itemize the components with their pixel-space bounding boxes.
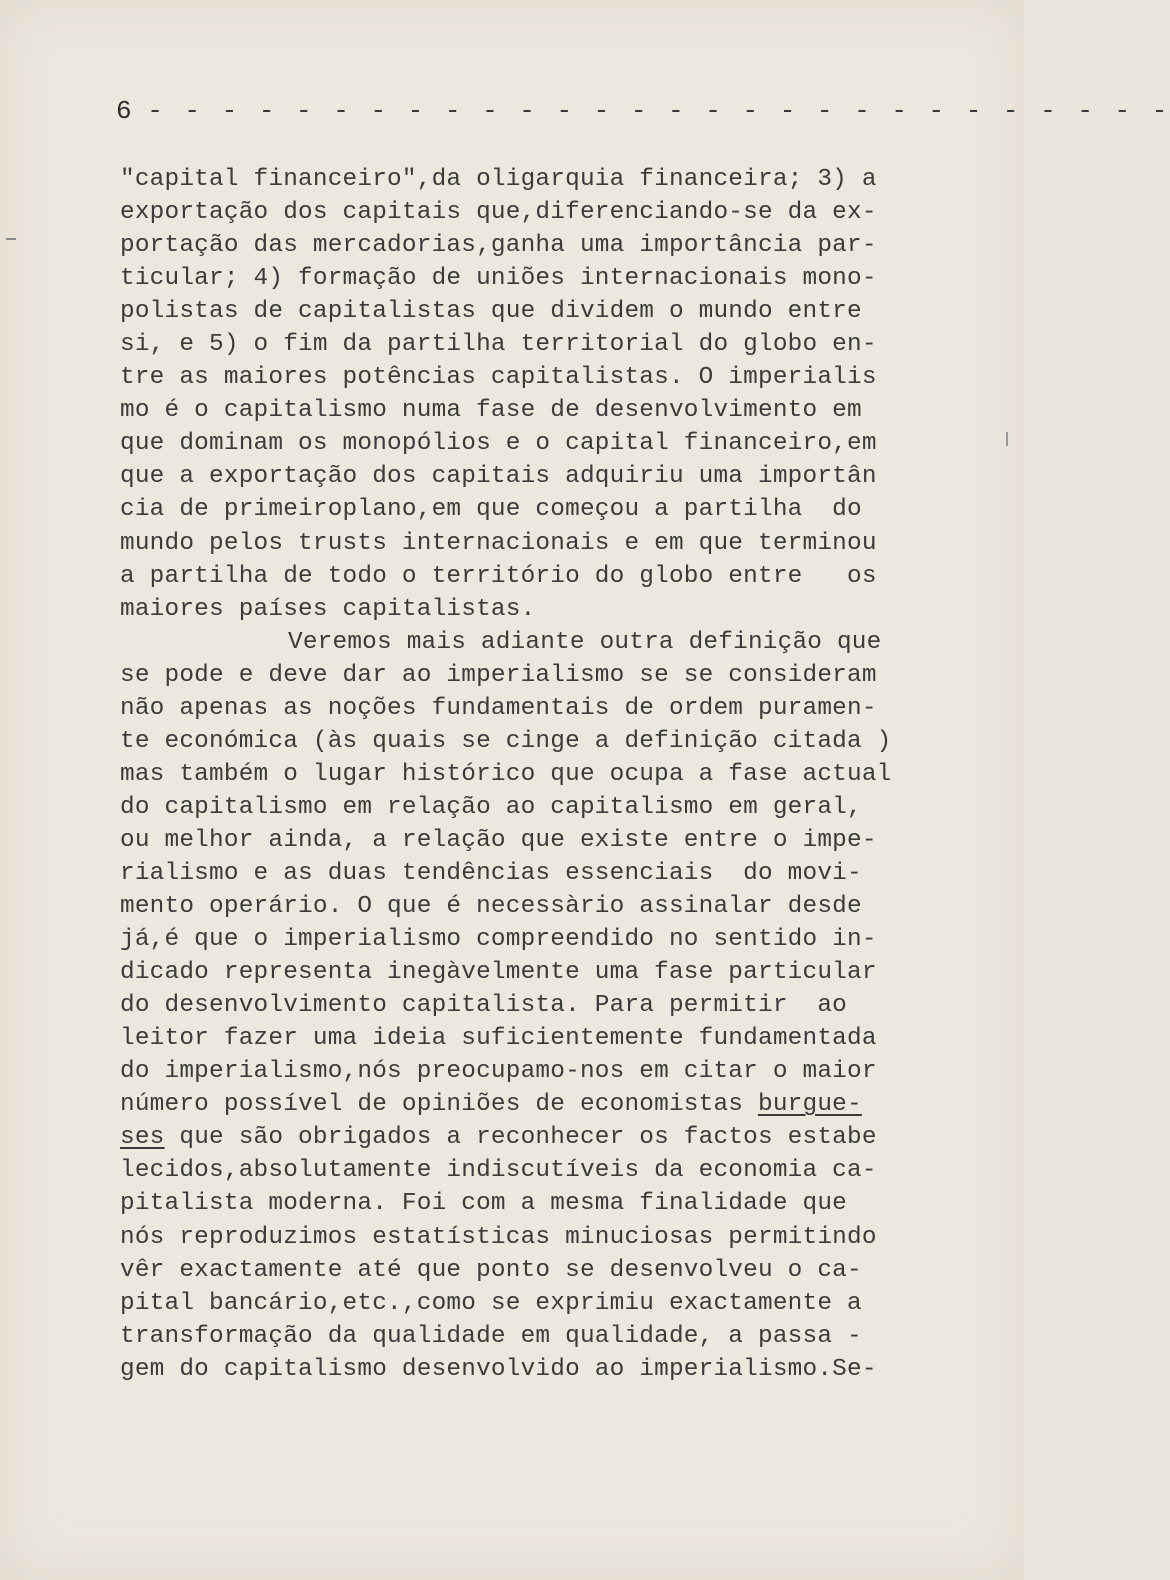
- text-line: do imperialismo,nós preocupamo-nos em citar o maior: [120, 1058, 877, 1086]
- underlined-word: burgue-: [757, 1091, 862, 1119]
- text-line: "capital financeiro",da oligarquia financeira; 3) a: [120, 166, 877, 193]
- text-line-part: número possível de opiniões de economistas: [120, 1091, 758, 1119]
- text-line: mas também o lugar histórico que ocupa a fase actual: [120, 760, 892, 788]
- text-line: transformação da qualidade em qualidade, a passa -: [120, 1322, 862, 1350]
- text-line: já,é que o imperialismo compreendido no sentido in-: [120, 926, 877, 954]
- text-line: mento operário. O que é necessàrio assinalar desde: [120, 893, 862, 921]
- margin-mark-left: [6, 238, 16, 240]
- text-line-with-underline: [120, 1121, 950, 1154]
- text-line: que dominam os monopólios e o capital financeiro,em: [120, 430, 877, 458]
- text-line: cia de primeiroplano,em que começou a partilha do: [120, 496, 862, 524]
- text-line: ou melhor ainda, a relação que existe entre o impe-: [120, 826, 877, 854]
- text-line: portação das mercadorias,ganha uma importância par-: [120, 232, 877, 260]
- text-line: do desenvolvimento capitalista. Para permitir ao: [120, 992, 848, 1020]
- text-line: maiores países capitalistas.: [120, 595, 536, 623]
- text-line: do capitalismo em relação ao capitalismo em geral,: [120, 793, 862, 821]
- text-line: nós reproduzimos estatísticas minuciosas permitindo: [120, 1223, 877, 1251]
- text-line: pital bancário,etc.,como se exprimiu exactamente a: [120, 1289, 862, 1317]
- header-dashed-rule: - - - - - - - - - - - - - - - - - - - - - - - - - - - -: [147, 96, 1170, 126]
- text-line: ticular; 4) formação de uniões internacionais mono-: [120, 265, 877, 293]
- text-line-with-underline: [120, 1088, 950, 1121]
- text-line: te económica (às quais se cinge a definição citada ): [120, 727, 892, 755]
- page-number: 6: [116, 96, 132, 126]
- body-text: [120, 163, 950, 1386]
- text-line-paragraph-start: Veremos mais adiante outra definição que: [288, 628, 882, 656]
- text-line: si, e 5) o fim da partilha territorial do globo en-: [120, 331, 877, 359]
- text-line: que a exportação dos capitais adquiriu uma importân: [120, 463, 877, 491]
- text-line: vêr exactamente até que ponto se desenvolveu o ca-: [120, 1256, 862, 1284]
- text-line: gem do capitalismo desenvolvido ao imperialismo.Se-: [120, 1355, 877, 1383]
- margin-mark-right: [1006, 432, 1008, 446]
- text-line: lecidos,absolutamente indiscutíveis da economia ca-: [120, 1157, 877, 1185]
- text-line: dicado representa inegàvelmente uma fase particular: [120, 959, 877, 987]
- text-line: tre as maiores potências capitalistas. O imperialis: [120, 364, 877, 392]
- text-line: não apenas as noções fundamentais de ordem puramen-: [120, 694, 877, 722]
- underlined-word: ses: [120, 1124, 165, 1152]
- text-line: mo é o capitalismo numa fase de desenvolvimento em: [120, 397, 862, 425]
- text-line: se pode e deve dar ao imperialismo se se consideram: [120, 661, 877, 689]
- text-line: mundo pelos trusts internacionais e em que terminou: [120, 529, 877, 557]
- text-line: exportação dos capitais que,diferenciando-se da ex-: [120, 199, 877, 227]
- text-line: rialismo e as duas tendências essenciais do movi-: [120, 859, 862, 887]
- page-header: [116, 96, 1170, 136]
- text-line: leitor fazer uma ideia suficientemente fundamentada: [120, 1025, 877, 1053]
- text-line: polistas de capitalistas que dividem o mundo entre: [120, 298, 862, 326]
- text-line: a partilha de todo o território do globo entre os: [120, 562, 877, 590]
- text-line: pitalista moderna. Foi com a mesma finalidade que: [120, 1190, 848, 1218]
- text-line-part: que são obrigados a reconhecer os factos estabe: [164, 1124, 877, 1152]
